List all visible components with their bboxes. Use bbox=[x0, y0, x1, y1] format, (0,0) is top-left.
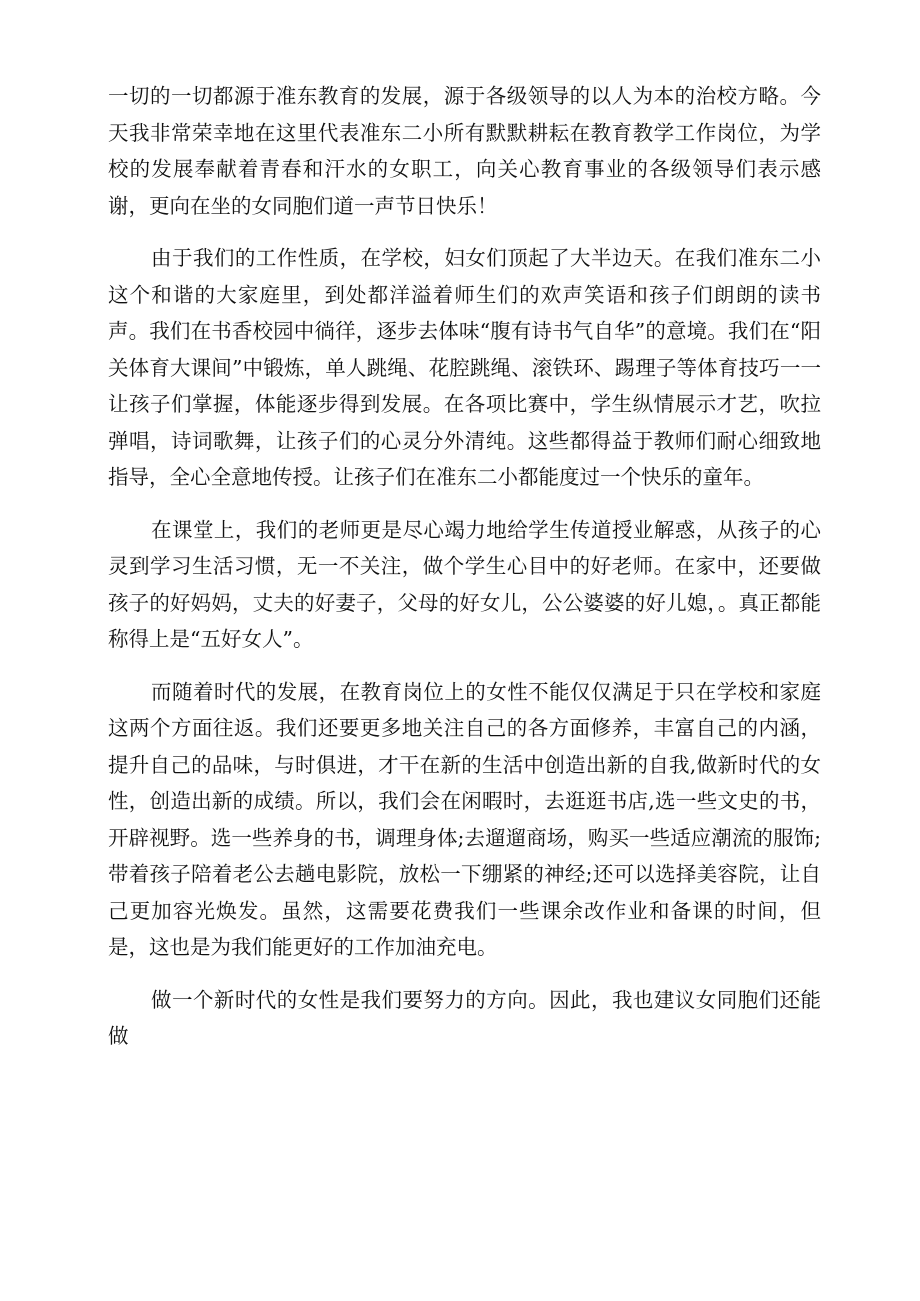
paragraph-2: 由于我们的工作性质，在学校，妇女们顶起了大半边天。在我们准东二小这个和谐的大家庭里，到处都洋溢着师生们的欢声笑语和孩子们朗朗的读书声。我们在书香校园中徜徉，逐步去体味“腹有诗书气自华”的意境。我们在“阳关体育大课间”中锻炼，单人跳绳、花腔跳绳、滚铁环、踢理子等体育技巧一一让孩子们掌握，体能逐步得到发展。在各项比赛中，学生纵情展示才艺，吹拉弹唱，诗词歌舞，让孩子们的心灵分外清纯。这些都得益于教师们耐心细致地指导，全心全意地传授。让孩子们在准东二小都能度过一个快乐的童年。 bbox=[108, 246, 821, 489]
paragraph-5: 做一个新时代的女性是我们要努力的方向。因此，我也建议女同胞们还能做 bbox=[108, 987, 821, 1048]
paragraph-4: 而随着时代的发展，在教育岗位上的女性不能仅仅满足于只在学校和家庭这两个方面往返。我们还要更多地关注自己的各方面修养，丰富自己的内涵，提升自己的品味，与时俱进，才干在新的生活中创造出新的自我,做新时代的女性，创造出新的成绩。所以，我们会在闲暇时，去逛逛书店,选一些文史的书，开辟视野。选一些养身的书，调理身体;去遛遛商场，购买一些适应潮流的服饰;带着孩子陪着老公去趟电影院，放松一下绷紧的神经;还可以选择美容院，让自己更加容光焕发。虽然，这需要花费我们一些课余改作业和备课的时间，但是，这也是为我们能更好的工作加油充电。 bbox=[108, 679, 821, 959]
document-body bbox=[108, 78, 821, 1071]
paragraph-3: 在课堂上，我们的老师更是尽心竭力地给学生传道授业解惑，从孩子的心灵到学习生活习惯，无一不关注，做个学生心目中的好老师。在家中，还要做孩子的好妈妈，丈夫的好妻子，父母的好女儿，公公婆婆的好儿媳，。真正都能称得上是“五好女人”。 bbox=[108, 517, 821, 651]
paragraph-1: 一切的一切都源于准东教育的发展，源于各级领导的以人为本的治校方略。今天我非常荣幸地在这里代表准东二小所有默默耕耘在教育教学工作岗位，为学校的发展奉献着青春和汗水的女职工，向关心教育事业的各级领导们表示感谢，更向在坐的女同胞们道一声节日快乐！ bbox=[108, 84, 821, 218]
